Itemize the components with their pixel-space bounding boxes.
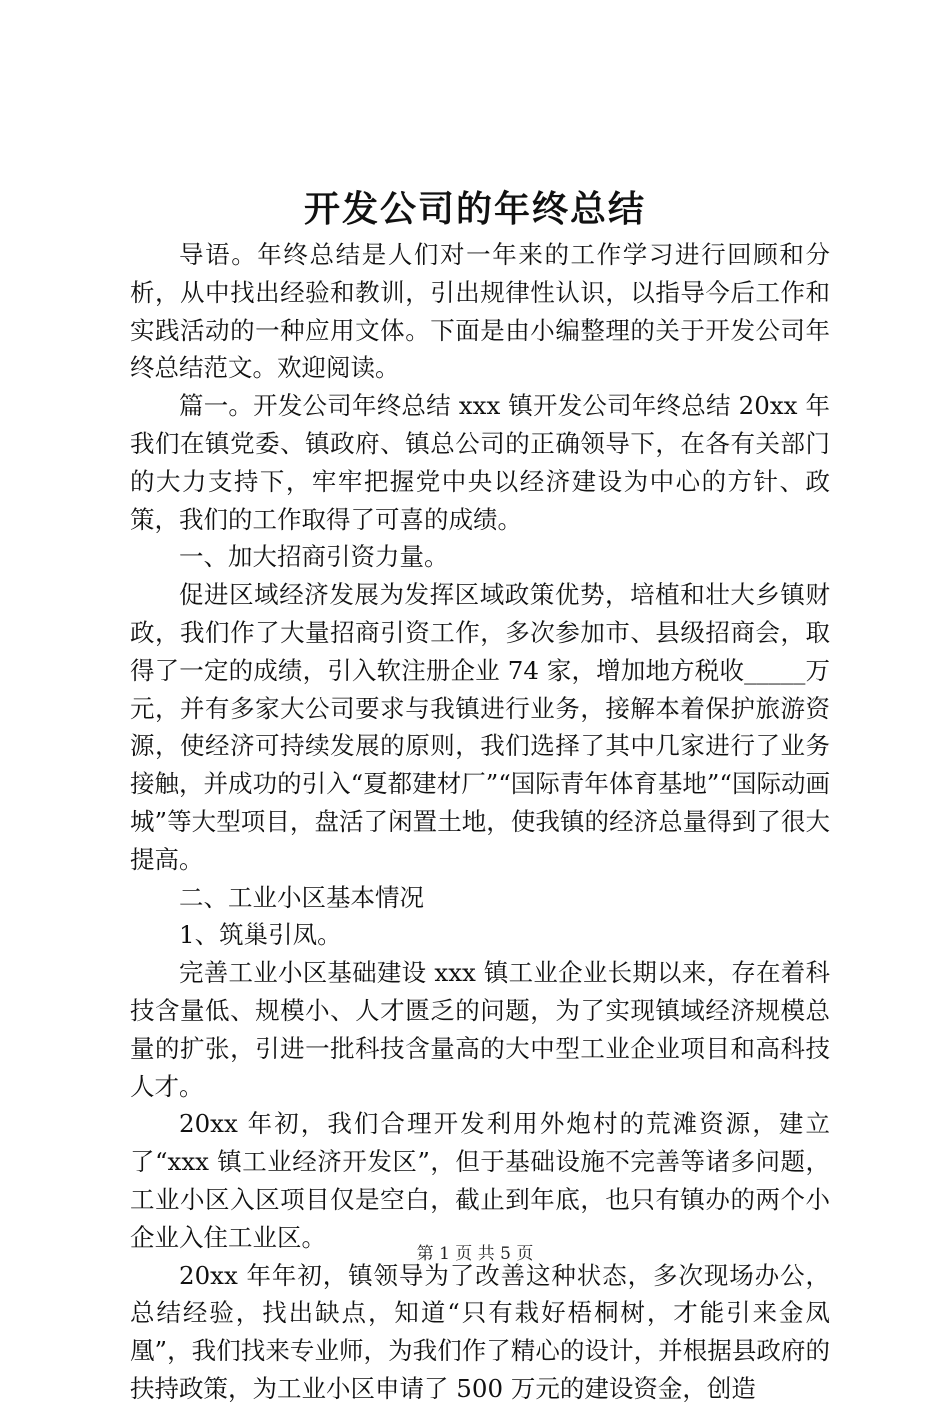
document-body — [130, 236, 830, 1408]
paragraph-intro: 导语。年终总结是人们对一年来的工作学习进行回顾和分析，从中找出经验和教训，引出规律性认识，以指导今后工作和实践活动的一种应用文体。下面是由小编整理的关于开发公司年终总结范文。欢迎阅读。 — [130, 240, 830, 383]
section-heading-investment: 一、加大招商引资力量。 — [179, 542, 449, 572]
paragraph-infrastructure: 完善工业小区基础建设 xxx 镇工业企业长期以来，存在着科技含量低、规模小、人才匮乏的问题，为了实现镇域经济规模总量的扩张，引进一批科技含量高的大中型工业企业项目和高科技人才。 — [130, 958, 830, 1101]
paragraph-investment: 促进区域经济发展为发挥区域政策优势，培植和壮大乡镇财政，我们作了大量招商引资工作，多次参加市、县级招商会，取得了一定的成绩，引入软注册企业 74 家，增加地方税收_____万元，并有多家大公司要求与我镇进行业务，接解本着保护旅游资源，使经济可持续发展的原则，我们选择了其中几家进行了业务接触，并成功的引入“夏都建材厂”“国际青年体育基地”“国际动画城”等大型项目，盘活了闲置土地，使我镇的经济总量得到了很大提高。 — [130, 580, 830, 874]
document-title: 开发公司的年终总结 — [303, 188, 646, 230]
page-footer: 第 1 页 共 5 页 — [416, 1244, 534, 1264]
section-heading-industrial-zone: 二、工业小区基本情况 — [179, 882, 424, 912]
paragraph-improvement: 20xx 年年初，镇领导为了改善这种状态，多次现场办公，总结经验，找出缺点，知道“只有栽好梧桐树，才能引来金凤凰”，我们找来专业师，为我们作了精心的设计，并根据县政府的扶持政策，为工业小区申请了 500 万元的建设资金，创造 — [130, 1260, 830, 1403]
subsection-heading-nest: 1、筑巢引凤。 — [179, 920, 342, 950]
paragraph-part-one: 篇一。开发公司年终总结 xxx 镇开发公司年终总结 20xx 年我们在镇党委、镇政府、镇总公司的正确领导下，在各有关部门的大力支持下，牢牢把握党中央以经济建设为中心的方针、政策，我们的工作取得了可喜的成绩。 — [130, 391, 830, 534]
paragraph-early-year: 20xx 年初，我们合理开发利用外炮村的荒滩资源，建立了“xxx 镇工业经济开发区”，但于基础设施不完善等诸多问题，工业小区入区项目仅是空白，截止到年底，也只有镇办的两个小企业入住工业区。 — [130, 1109, 830, 1252]
